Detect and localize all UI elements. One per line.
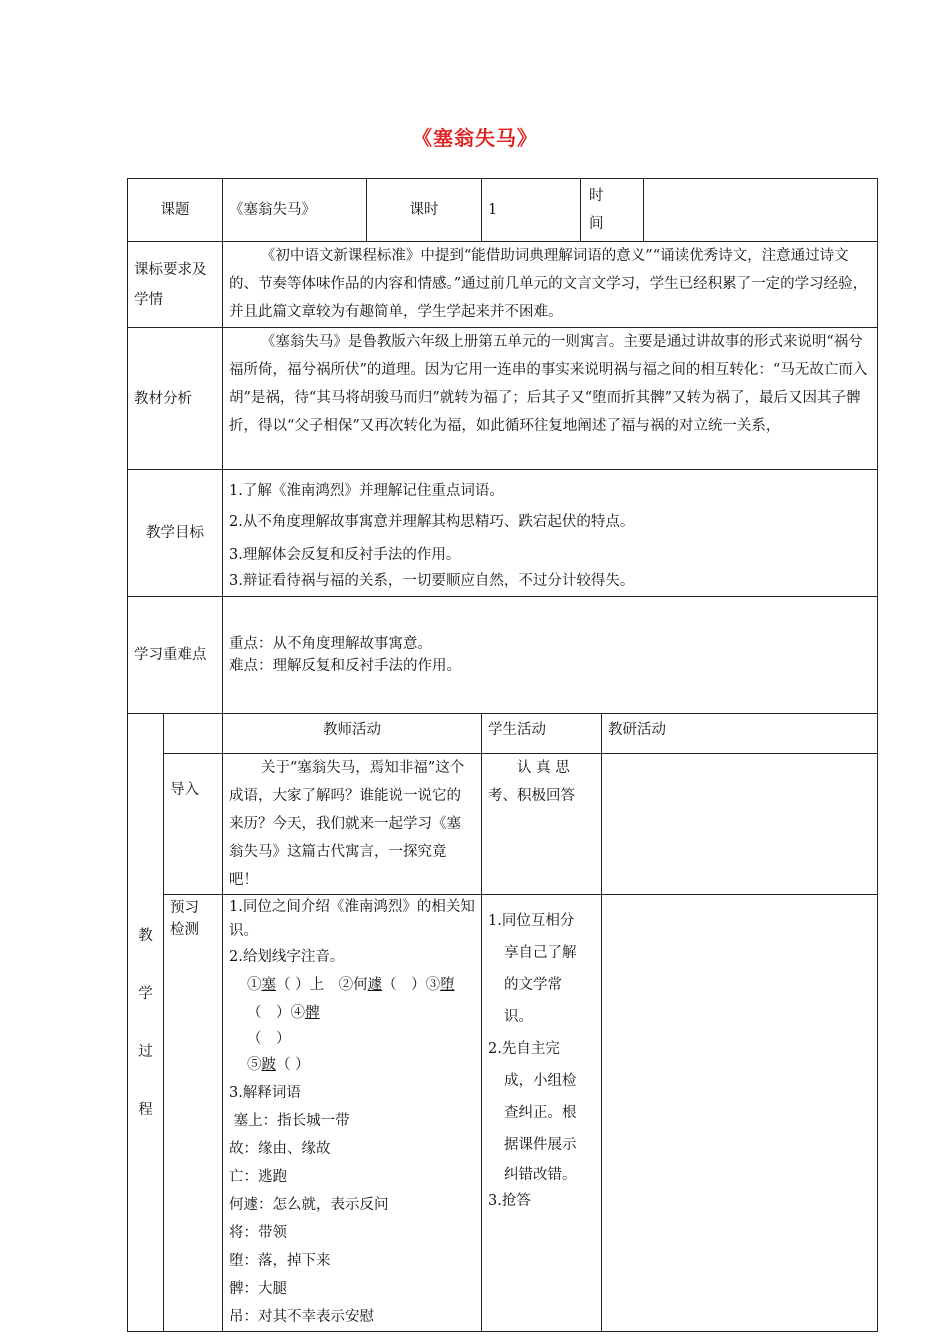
intro-teacher: 关于“塞翁失马，焉知非福”这个成语，大家了解吗？谁能说一说它的来历？今天，我们就来一起学习《塞翁失马》这篇古代寓言，一探究竟吧！ xyxy=(223,754,482,895)
intro-research xyxy=(602,754,878,895)
intro-label: 导入 xyxy=(164,754,223,895)
header-row xyxy=(128,179,878,242)
analysis-label: 教材分析 xyxy=(128,328,223,470)
standards-row xyxy=(128,242,878,328)
period-value: 1 xyxy=(482,179,581,242)
preview-teacher-line: 2.给划线字注音。 xyxy=(229,949,345,965)
goal-item: 3.理解体会反复和反衬手法的作用。 xyxy=(229,547,461,563)
preview-student-line: 识。 xyxy=(504,1009,533,1025)
period-label: 课时 xyxy=(367,179,482,242)
difficult-point: 难点：理解反复和反衬手法的作用。 xyxy=(229,658,461,674)
goals-label: 教学目标 xyxy=(128,470,223,597)
intro-student: 认 真 思 考、积极回答 xyxy=(482,754,602,895)
preview-teacher-line: 1.同位之间介绍《淮南鸿烈》的相关知识。 xyxy=(229,899,475,939)
process-header-row xyxy=(128,714,878,754)
student-activity-header: 学生活动 xyxy=(482,714,602,754)
preview-student-line: 查纠正。根 xyxy=(504,1105,577,1121)
topic-label: 课题 xyxy=(128,179,223,242)
vocab-item: 何遽：怎么就，表示反问 xyxy=(229,1197,389,1213)
vocab-title: 3.解释词语 xyxy=(229,1085,301,1101)
analysis-text: 《塞翁失马》是鲁教版六年级上册第五单元的一则寓言。主要是通过讲故事的形式来说明“祸兮福所倚，福兮祸所伏”的道理。因为它用一连串的事实来说明祸与福之间的相互转化：“马无故亡而入胡”是祸，待“其马将胡骏马而归”就转为福了；后其子又“堕而折其髀”又转为祸了，最后又因其子髀折，得以“父子相保”又再次转化为福，如此循环往复地阐述了福与祸的对立统一关系， xyxy=(223,328,878,470)
process-blank-cell xyxy=(164,714,223,754)
vocab-item: 故：缘由、缘故 xyxy=(229,1141,331,1157)
preview-teacher xyxy=(223,895,482,1332)
analysis-row xyxy=(128,328,878,470)
goal-item: 2.从不角度理解故事寓意并理解其构思精巧、跌宕起伏的特点。 xyxy=(229,514,635,530)
preview-student-line: 享自己了解 xyxy=(504,945,577,961)
page-title: 《塞翁失马》 xyxy=(412,126,538,150)
preview-student-line: 2.先自主完 xyxy=(488,1041,560,1057)
vocab-item: 将：带领 xyxy=(229,1225,287,1241)
preview-student xyxy=(482,895,602,1332)
preview-student-line: 1.同位互相分 xyxy=(488,913,575,929)
preview-row xyxy=(128,895,878,1332)
preview-student-line: 3.抢答 xyxy=(488,1193,531,1209)
phonetic-line: ⑤跛（ ） xyxy=(247,1057,310,1073)
phonetic-line: （ ） xyxy=(247,1031,291,1047)
vocab-item: 塞上：指长城一带 xyxy=(229,1113,350,1129)
standards-text: 《初中语文新课程标准》中提到“能借助词典理解词语的意义”“诵读优秀诗文，注意通过诗文的、节奏等体味作品的内容和情感。”通过前几单元的文言文学习，学生已经积累了一定的学习经验，并且此篇文章较为有趣简单，学生学起来并不困难。 xyxy=(223,242,878,328)
process-label: 教 学 过 程 xyxy=(128,714,164,1332)
keypoints-row xyxy=(128,597,878,714)
preview-student-line: 的文学常 xyxy=(504,977,562,993)
preview-research xyxy=(602,895,878,1332)
goal-item: 3.辩证看待祸与福的关系，一切要顺应自然，不过分计较得失。 xyxy=(229,573,635,589)
time-label: 时 间 xyxy=(581,179,644,242)
preview-student-line: 纠错改错。 xyxy=(504,1167,577,1183)
goals-row xyxy=(128,470,878,597)
keypoints-content xyxy=(223,597,878,714)
vocab-item: 堕：落，掉下来 xyxy=(229,1253,331,1269)
lesson-plan-table xyxy=(127,178,878,1332)
phonetic-line: ①塞（ ）上 ②何遽（ ）③堕（ ）④髀 xyxy=(247,977,455,1021)
vocab-item: 亡：逃跑 xyxy=(229,1169,287,1185)
preview-student-line: 据课件展示 xyxy=(504,1137,577,1153)
vocab-item: 髀：大腿 xyxy=(229,1281,287,1297)
goals-list xyxy=(223,470,878,597)
preview-student-line: 成，小组检 xyxy=(504,1073,577,1089)
key-point: 重点：从不角度理解故事寓意。 xyxy=(229,636,432,652)
topic-value: 《塞翁失马》 xyxy=(223,179,367,242)
standards-label: 课标要求及学情 xyxy=(128,242,223,328)
research-activity-header: 教研活动 xyxy=(602,714,878,754)
preview-label: 预习 检测 xyxy=(164,895,223,1332)
intro-row xyxy=(128,754,878,895)
goal-item: 1.了解《淮南鸿烈》并理解记住重点词语。 xyxy=(229,483,504,499)
keypoints-label: 学习重难点 xyxy=(128,597,223,714)
teacher-activity-header: 教师活动 xyxy=(223,714,482,754)
time-value xyxy=(644,179,878,242)
vocab-item: 吊：对其不幸表示安慰 xyxy=(229,1309,374,1325)
